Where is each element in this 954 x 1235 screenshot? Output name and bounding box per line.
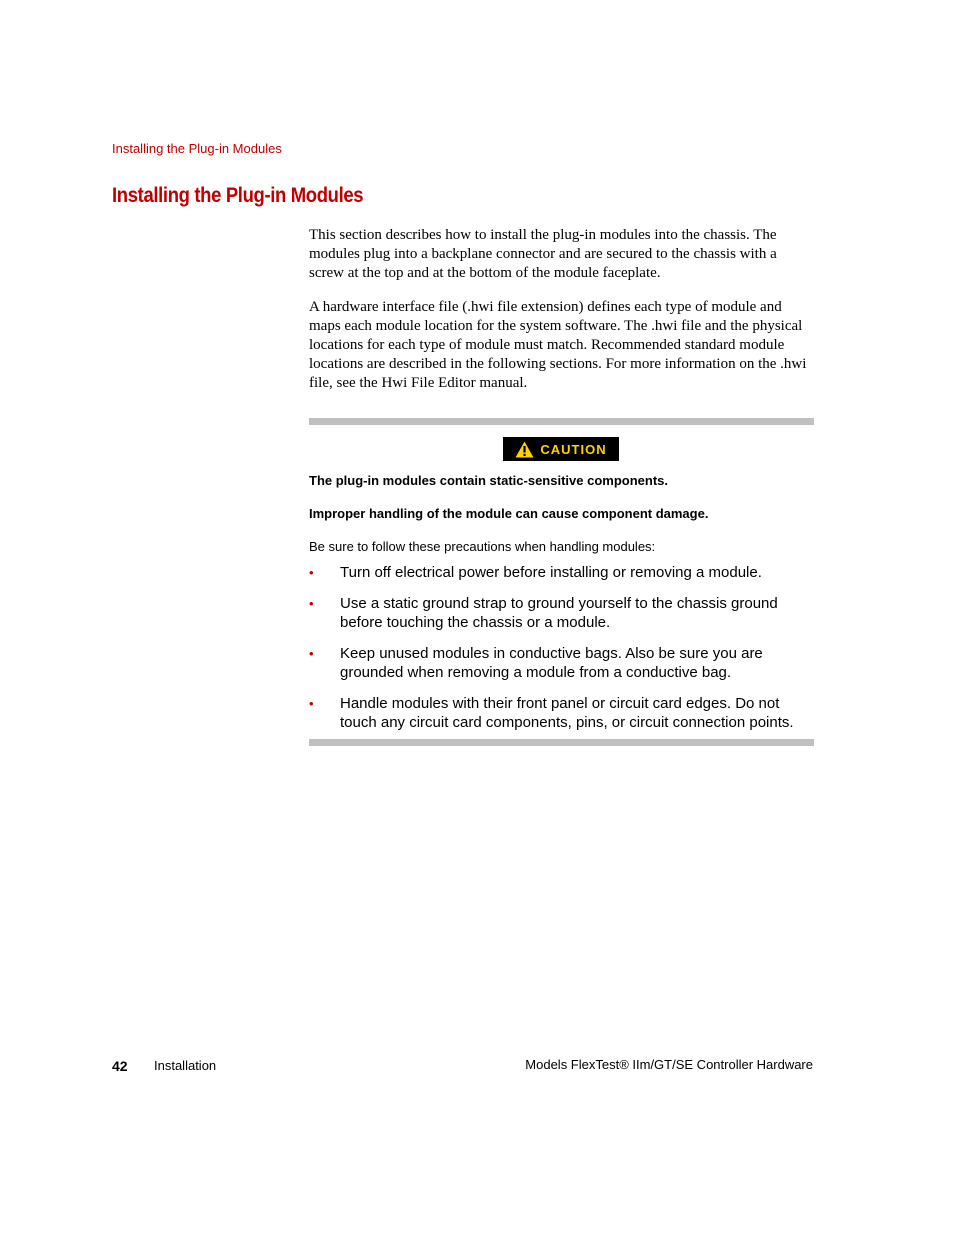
list-item bbox=[309, 644, 819, 682]
body-paragraph-intro: This section describes how to install the plug-in modules into the chassis. The modules plug into a backplane connector and are secured to the chassis with a screw at the top and at the bottom of the module faceplate. bbox=[309, 227, 777, 281]
list-item-text: Handle modules with their front panel or circuit card edges. Do not touch any circuit card components, pins, or circuit connection points. bbox=[340, 695, 794, 731]
precautions-intro: Be sure to follow these precautions when handling modules: bbox=[309, 539, 656, 554]
caution-top-rule bbox=[309, 418, 814, 425]
section-title: Installing the Plug-in Modules bbox=[112, 184, 364, 207]
bullet: • bbox=[309, 646, 314, 661]
footer-doc-title: Models FlexTest® IIm/GT/SE Controller Hardware bbox=[525, 1057, 813, 1072]
list-item bbox=[309, 594, 819, 632]
running-head: Installing the Plug-in Modules bbox=[112, 141, 282, 156]
bullet: • bbox=[309, 596, 314, 611]
caution-consequence: Improper handling of the module can cause component damage. bbox=[309, 506, 709, 521]
list-item bbox=[309, 563, 819, 582]
list-item-text: Turn off electrical power before installing or removing a module. bbox=[340, 564, 762, 581]
warning-triangle-icon bbox=[515, 441, 534, 458]
list-item-text: Use a static ground strap to ground yourself to the chassis ground before touching the chassis or a module. bbox=[340, 595, 778, 631]
body-paragraph-hwi: A hardware interface file (.hwi file extension) defines each type of module and maps each module location for the system software. The .hwi file and the physical locations for each type of module must match. Recommended standard module locations are described in the following sections. For more information on the .hwi file, see the Hwi File Editor manual. bbox=[309, 299, 807, 391]
bullet: • bbox=[309, 696, 314, 711]
list-item bbox=[309, 694, 819, 732]
caution-statement: The plug-in modules contain static-sensitive components. bbox=[309, 473, 668, 488]
caution-badge bbox=[503, 437, 619, 461]
bullet: • bbox=[309, 565, 314, 580]
caution-bottom-rule bbox=[309, 739, 814, 746]
page-number: 42 bbox=[112, 1058, 128, 1074]
list-item-text: Keep unused modules in conductive bags. Also be sure you are grounded when removing a module from a conductive bag. bbox=[340, 645, 763, 681]
precautions-list bbox=[309, 563, 819, 744]
footer-chapter: Installation bbox=[154, 1058, 217, 1073]
caution-label: CAUTION bbox=[540, 441, 607, 457]
